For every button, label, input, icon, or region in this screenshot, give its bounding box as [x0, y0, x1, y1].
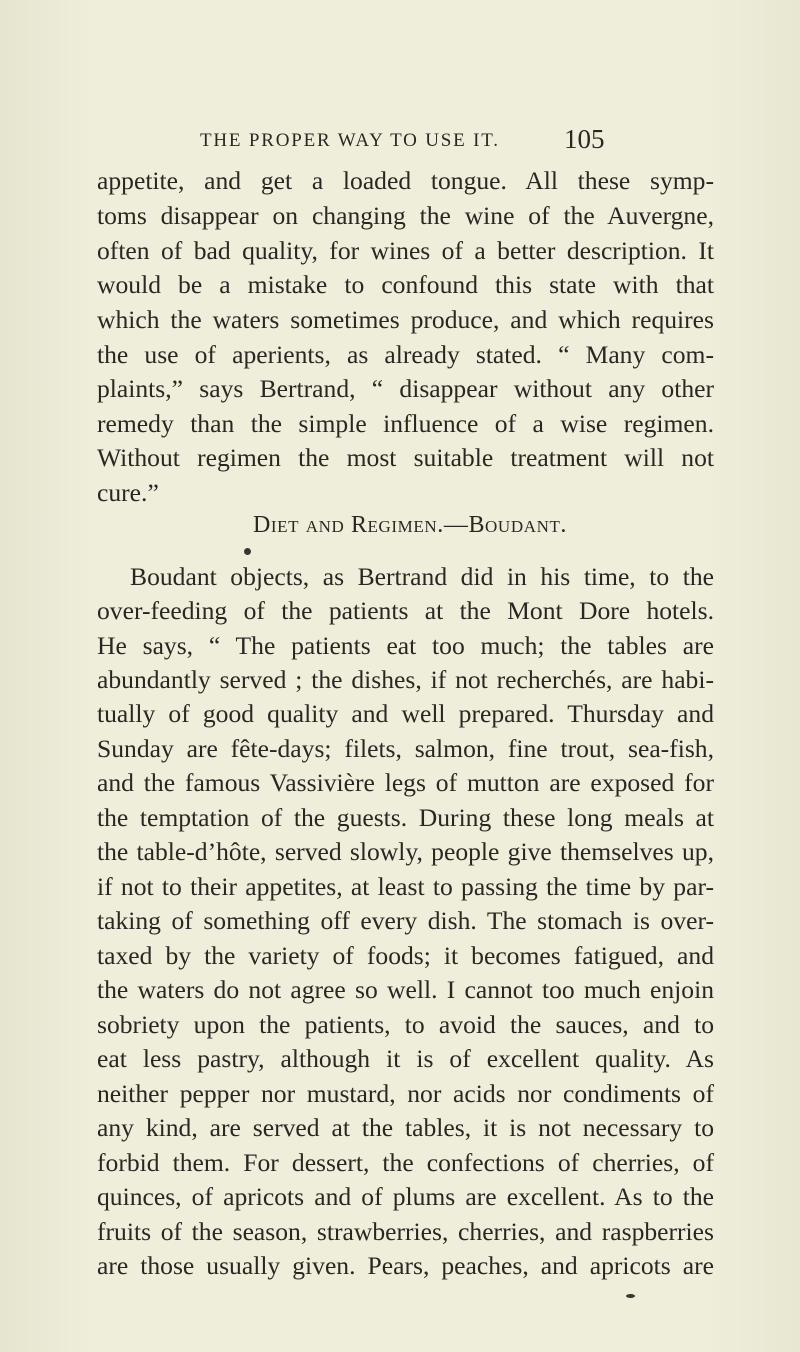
text-line: neither pepper nor mustard, nor acids nor condiments of: [97, 1079, 714, 1108]
text-line: eat less pastry, although it is of excellent quality. As: [97, 1044, 714, 1073]
text-line: the table-d’hôte, served slowly, people give themselves up,: [97, 837, 714, 866]
section-heading: Diet and Regimen.—Boudant.: [252, 512, 568, 538]
text-line: He says, “ The patients eat too much; the tables are: [97, 631, 714, 660]
text-line: any kind, are served at the tables, it is not necessary to: [97, 1113, 714, 1142]
text-line: forbid them. For dessert, the confections of cherries, of: [97, 1148, 714, 1177]
text-line: quinces, of apricots and of plums are excellent. As to the: [97, 1182, 714, 1211]
text-line: toms disappear on changing the wine of the Auvergne,: [97, 201, 714, 230]
text-line: Without regimen the most suitable treatment will not: [97, 443, 714, 472]
text-line: which the waters sometimes produce, and which requires: [97, 305, 714, 334]
text-line: cure.”: [97, 478, 159, 507]
running-head: THE PROPER WAY TO USE IT.: [200, 130, 500, 151]
text-line: would be a mistake to confound this state with that: [97, 270, 714, 299]
ink-speck: [626, 1294, 635, 1298]
text-line: often of bad quality, for wines of a better description. It: [97, 236, 714, 265]
ink-speck: [244, 548, 251, 555]
text-line: the use of aperients, as already stated. “ Many com-: [97, 340, 714, 369]
text-line: remedy than the simple influence of a wise regimen.: [97, 409, 714, 438]
text-line: abundantly served ; the dishes, if not recherchés, are habi-: [97, 665, 714, 694]
text-line: Boudant objects, as Bertrand did in his time, to the: [130, 562, 714, 591]
text-line: the waters do not agree so well. I cannot too much enjoin: [97, 975, 714, 1004]
text-line: appetite, and get a loaded tongue. All these symp-: [97, 166, 714, 195]
text-line: and the famous Vassivière legs of mutton are exposed for: [97, 768, 714, 797]
page-number: 105: [564, 124, 605, 154]
text-line: taking of something off every dish. The stomach is over-: [97, 906, 714, 935]
text-line: over-feeding of the patients at the Mont Dore hotels.: [97, 596, 714, 625]
text-line: fruits of the season, strawberries, cherries, and raspberries: [97, 1217, 714, 1246]
text-line: plaints,” says Bertrand, “ disappear without any other: [97, 374, 714, 403]
text-line: the temptation of the guests. During these long meals at: [97, 803, 714, 832]
text-line: Sunday are fête-days; filets, salmon, fine trout, sea-fish,: [97, 734, 714, 763]
text-line: taxed by the variety of foods; it becomes fatigued, and: [97, 941, 714, 970]
text-line: sobriety upon the patients, to avoid the sauces, and to: [97, 1010, 714, 1039]
text-line: tually of good quality and well prepared. Thursday and: [97, 699, 714, 728]
text-line: if not to their appetites, at least to passing the time by par-: [97, 872, 714, 901]
text-line: are those usually given. Pears, peaches, and apricots are: [97, 1251, 714, 1280]
